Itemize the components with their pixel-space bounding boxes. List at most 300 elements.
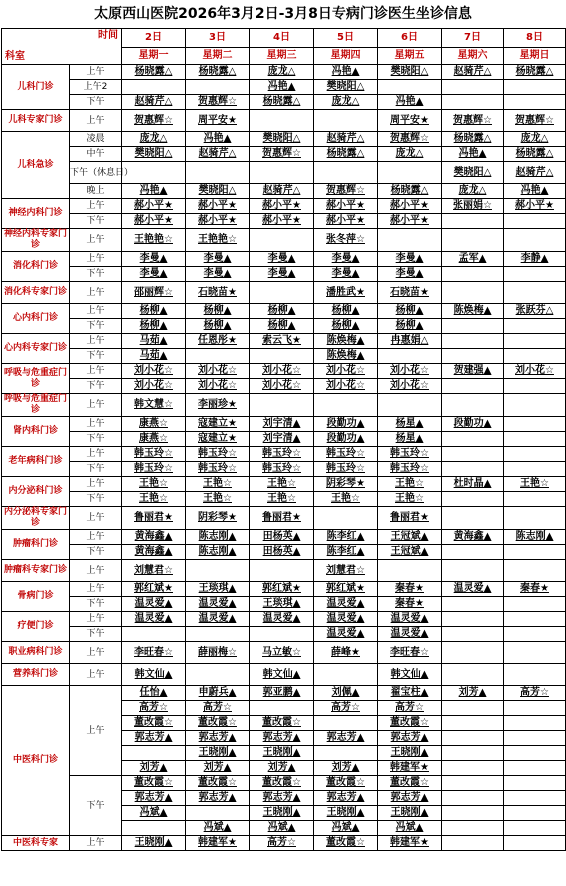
time-slot-cell: 上午	[70, 304, 122, 319]
schedule-row	[2, 199, 566, 214]
schedule-row	[2, 462, 566, 477]
time-slot-cell: 下午	[70, 776, 122, 836]
doctor-cell: 刘芳▲	[250, 761, 314, 776]
doctor-cell: 田杨英▲	[250, 545, 314, 560]
doctor-cell: 贺惠辉☆	[442, 110, 504, 132]
doctor-cell	[442, 334, 504, 349]
schedule-row	[2, 282, 566, 304]
schedule-row	[2, 686, 566, 701]
doctor-cell	[186, 162, 250, 184]
schedule-row	[2, 184, 566, 199]
department-cell: 中医科专家	[2, 836, 70, 851]
doctor-cell: 冯艳▲	[442, 147, 504, 162]
doctor-cell: 杨星▲	[378, 432, 442, 447]
doctor-cell	[504, 319, 566, 334]
doctor-cell: 温灵爱▲	[122, 612, 186, 627]
doctor-cell: 刘小花☆	[378, 379, 442, 394]
time-slot-cell: 下午	[70, 267, 122, 282]
time-slot-cell: 上午	[70, 252, 122, 267]
corner-time-label: 时间	[98, 30, 118, 41]
doctor-cell: 韩建军★	[378, 836, 442, 851]
date-header: 3日	[186, 29, 250, 48]
doctor-cell	[442, 229, 504, 252]
department-cell: 肾内科门诊	[2, 417, 70, 447]
doctor-cell: 董改霞☆	[122, 716, 186, 731]
doctor-cell: 董改霞☆	[314, 836, 378, 851]
department-cell: 肿瘤科门诊	[2, 530, 70, 560]
doctor-cell	[378, 394, 442, 417]
doctor-cell	[378, 560, 442, 582]
schedule-row	[2, 252, 566, 267]
doctor-cell	[504, 267, 566, 282]
department-cell: 心内科门诊	[2, 304, 70, 334]
doctor-cell: 王艳☆	[186, 477, 250, 492]
department-cell: 消化科门诊	[2, 252, 70, 282]
doctor-cell: 韩文仙▲	[122, 664, 186, 686]
doctor-cell: 韩玉玲☆	[378, 447, 442, 462]
doctor-cell: 陈李红▲	[314, 530, 378, 545]
doctor-cell	[442, 642, 504, 664]
doctor-cell	[250, 627, 314, 642]
time-slot-cell: 晚上	[70, 184, 122, 199]
doctor-cell: 李丽珍★	[186, 394, 250, 417]
doctor-cell: 冯艳▲	[378, 95, 442, 110]
doctor-cell: 樊晓阳△	[122, 147, 186, 162]
schedule-row	[2, 432, 566, 447]
doctor-cell: 阴彩琴★	[186, 507, 250, 530]
weekday-header: 星期日	[504, 48, 566, 65]
doctor-cell	[122, 627, 186, 642]
doctor-cell: 董改霞☆	[378, 716, 442, 731]
schedule-row	[2, 642, 566, 664]
doctor-cell: 贺惠辉☆	[314, 184, 378, 199]
doctor-cell	[504, 95, 566, 110]
schedule-row	[2, 417, 566, 432]
department-cell: 消化科专家门诊	[2, 282, 70, 304]
doctor-cell	[186, 627, 250, 642]
doctor-cell: 韩玉玲☆	[250, 447, 314, 462]
doctor-cell: 王晓刚▲	[250, 746, 314, 761]
doctor-cell: 薛丽梅☆	[186, 642, 250, 664]
doctor-cell: 贺惠辉☆	[186, 95, 250, 110]
schedule-row	[2, 214, 566, 229]
doctor-cell: 冯艳▲	[186, 132, 250, 147]
time-slot-cell: 上午	[70, 447, 122, 462]
doctor-cell: 高芳☆	[314, 701, 378, 716]
doctor-cell: 高芳☆	[186, 701, 250, 716]
doctor-cell: 杨柳▲	[314, 319, 378, 334]
doctor-cell	[442, 746, 504, 761]
department-cell: 内分泌科门诊	[2, 477, 70, 507]
doctor-cell: 冯斌▲	[122, 806, 186, 821]
time-slot-cell: 上午	[70, 417, 122, 432]
doctor-cell	[314, 394, 378, 417]
doctor-cell	[504, 379, 566, 394]
weekday-header: 星期四	[314, 48, 378, 65]
doctor-cell: 翟宝柱▲	[378, 686, 442, 701]
doctor-cell: 马茹▲	[122, 334, 186, 349]
doctor-cell: 杜时晶▲	[442, 477, 504, 492]
doctor-cell: 康燕☆	[122, 417, 186, 432]
doctor-cell: 韩玉玲☆	[122, 447, 186, 462]
doctor-cell: 樊晓阳△	[442, 162, 504, 184]
doctor-cell: 杨柳▲	[378, 304, 442, 319]
doctor-cell	[442, 80, 504, 95]
doctor-cell: 刘佩▲	[314, 686, 378, 701]
weekday-header: 星期二	[186, 48, 250, 65]
department-cell: 中医科门诊	[2, 686, 70, 836]
doctor-cell: 赵骑芹△	[504, 162, 566, 184]
doctor-cell: 段勤功▲	[314, 432, 378, 447]
doctor-cell: 韩玉玲☆	[378, 462, 442, 477]
doctor-cell	[504, 492, 566, 507]
doctor-cell: 刘小花☆	[122, 379, 186, 394]
doctor-cell	[186, 560, 250, 582]
doctor-cell: 董改霞☆	[378, 776, 442, 791]
doctor-cell	[442, 597, 504, 612]
doctor-cell: 王晓刚▲	[378, 806, 442, 821]
doctor-cell	[250, 560, 314, 582]
doctor-cell	[442, 214, 504, 229]
doctor-cell	[504, 731, 566, 746]
doctor-cell: 樊晓阳△	[314, 80, 378, 95]
doctor-cell: 庞龙△	[378, 147, 442, 162]
doctor-cell	[314, 162, 378, 184]
doctor-cell: 鲁丽君★	[250, 507, 314, 530]
doctor-cell: 贺惠辉☆	[378, 132, 442, 147]
doctor-cell: 李曼▲	[122, 267, 186, 282]
time-slot-cell: 中午	[70, 147, 122, 162]
doctor-cell: 郭志芳▲	[250, 731, 314, 746]
department-cell: 职业病科门诊	[2, 642, 70, 664]
time-slot-cell: 下午	[70, 462, 122, 477]
time-slot-cell: 上午2	[70, 80, 122, 95]
doctor-cell: 赵骑芹△	[186, 147, 250, 162]
schedule-row	[2, 394, 566, 417]
doctor-cell: 李曼▲	[186, 252, 250, 267]
doctor-cell: 高芳☆	[122, 701, 186, 716]
doctor-cell: 王艳☆	[186, 492, 250, 507]
doctor-cell	[442, 612, 504, 627]
schedule-row	[2, 836, 566, 851]
doctor-cell: 郭志芳▲	[186, 731, 250, 746]
schedule-row	[2, 597, 566, 612]
doctor-cell: 周平安★	[378, 110, 442, 132]
doctor-cell: 郝小平★	[186, 199, 250, 214]
doctor-cell: 申蔚兵▲	[186, 686, 250, 701]
doctor-cell: 杨柳▲	[186, 319, 250, 334]
doctor-cell: 赵骑芹△	[122, 95, 186, 110]
schedule-row	[2, 530, 566, 545]
doctor-cell: 贺惠辉☆	[504, 110, 566, 132]
department-cell: 营养科门诊	[2, 664, 70, 686]
time-slot-cell: 下午	[70, 379, 122, 394]
doctor-cell: 刘小花☆	[250, 364, 314, 379]
department-cell: 神经内科门诊	[2, 199, 70, 229]
doctor-cell: 王琰琪▲	[250, 597, 314, 612]
doctor-cell: 王艳☆	[314, 492, 378, 507]
doctor-cell	[442, 379, 504, 394]
doctor-cell: 秦春★	[378, 582, 442, 597]
doctor-cell	[442, 267, 504, 282]
doctor-cell: 韩玉玲☆	[186, 447, 250, 462]
doctor-cell	[186, 349, 250, 364]
doctor-cell: 李曼▲	[250, 267, 314, 282]
doctor-cell: 任恩彤★	[186, 334, 250, 349]
weekday-header: 星期五	[378, 48, 442, 65]
weekday-header: 星期一	[122, 48, 186, 65]
department-cell: 骨病门诊	[2, 582, 70, 612]
doctor-cell	[442, 731, 504, 746]
doctor-cell	[504, 806, 566, 821]
doctor-cell: 刘芳▲	[186, 761, 250, 776]
schedule-row	[2, 162, 566, 184]
schedule-row	[2, 776, 566, 791]
doctor-cell	[442, 95, 504, 110]
doctor-cell: 马茹▲	[122, 349, 186, 364]
doctor-cell: 刘宇清▲	[250, 432, 314, 447]
doctor-cell	[504, 334, 566, 349]
doctor-cell	[250, 110, 314, 132]
doctor-cell: 王艳艳☆	[186, 229, 250, 252]
doctor-cell: 杨晓露△	[186, 65, 250, 80]
schedule-row	[2, 612, 566, 627]
schedule-row	[2, 627, 566, 642]
weekday-header: 星期六	[442, 48, 504, 65]
doctor-cell: 赵骑芹△	[250, 184, 314, 199]
doctor-cell	[504, 746, 566, 761]
doctor-cell	[378, 162, 442, 184]
doctor-cell: 鲁丽君★	[122, 507, 186, 530]
doctor-cell: 王艳☆	[122, 477, 186, 492]
doctor-cell: 郭志芳▲	[378, 791, 442, 806]
schedule-row	[2, 507, 566, 530]
doctor-cell: 温灵爱▲	[378, 627, 442, 642]
date-header: 5日	[314, 29, 378, 48]
schedule-row	[2, 664, 566, 686]
doctor-cell	[378, 229, 442, 252]
doctor-cell: 王艳☆	[378, 492, 442, 507]
page-title: 太原西山医院2026年3月2日-3月8日专病门诊医生坐诊信息	[94, 6, 472, 22]
schedule-row	[2, 492, 566, 507]
doctor-cell: 陈志刚▲	[186, 545, 250, 560]
header-dates-row	[2, 29, 566, 48]
doctor-cell	[442, 447, 504, 462]
doctor-cell: 郭志芳▲	[122, 731, 186, 746]
doctor-cell: 杨晓露△	[314, 147, 378, 162]
doctor-cell	[250, 229, 314, 252]
doctor-cell	[378, 80, 442, 95]
doctor-cell	[442, 560, 504, 582]
doctor-cell: 秦春★	[504, 582, 566, 597]
doctor-cell: 冯艳▲	[314, 65, 378, 80]
doctor-cell: 段勤功▲	[442, 417, 504, 432]
doctor-cell	[442, 664, 504, 686]
time-slot-cell: 上午	[70, 477, 122, 492]
doctor-cell	[250, 701, 314, 716]
doctor-cell: 刘小花☆	[314, 364, 378, 379]
doctor-cell	[442, 349, 504, 364]
department-cell: 心内科专家门诊	[2, 334, 70, 364]
doctor-cell: 韩玉玲☆	[186, 462, 250, 477]
doctor-cell: 杨柳▲	[250, 319, 314, 334]
schedule-row	[2, 545, 566, 560]
doctor-cell	[122, 80, 186, 95]
doctor-cell	[442, 806, 504, 821]
doctor-cell: 王艳☆	[504, 477, 566, 492]
date-header: 6日	[378, 29, 442, 48]
doctor-cell: 温灵爱▲	[186, 612, 250, 627]
time-slot-cell: 下午	[70, 349, 122, 364]
doctor-cell: 杨晓露△	[504, 147, 566, 162]
doctor-cell: 杨柳▲	[250, 304, 314, 319]
time-slot-cell: 上午	[70, 686, 122, 776]
weekday-header: 星期三	[250, 48, 314, 65]
doctor-cell: 韩玉玲☆	[122, 462, 186, 477]
doctor-cell: 高芳☆	[250, 836, 314, 851]
time-slot-cell: 下午	[70, 545, 122, 560]
doctor-cell: 鲁丽君★	[378, 507, 442, 530]
time-slot-cell: 上午	[70, 560, 122, 582]
doctor-cell: 王艳☆	[250, 477, 314, 492]
schedule-row	[2, 229, 566, 252]
doctor-cell	[314, 507, 378, 530]
schedule-row	[2, 304, 566, 319]
corner-dept-label: 科室	[5, 51, 25, 62]
doctor-cell: 王晓刚▲	[378, 746, 442, 761]
doctor-cell: 韩建军★	[186, 836, 250, 851]
doctor-cell	[442, 492, 504, 507]
doctor-cell: 郝小平★	[250, 214, 314, 229]
doctor-cell	[186, 664, 250, 686]
doctor-cell	[314, 716, 378, 731]
schedule-row	[2, 582, 566, 597]
doctor-cell: 郝小平★	[378, 199, 442, 214]
time-slot-cell: 下午	[70, 492, 122, 507]
doctor-cell: 郝小平★	[378, 214, 442, 229]
doctor-cell: 孟军▲	[442, 252, 504, 267]
doctor-cell	[504, 394, 566, 417]
doctor-cell: 杨柳▲	[378, 319, 442, 334]
doctor-cell: 韩文仙▲	[378, 664, 442, 686]
doctor-cell: 陈志刚▲	[186, 530, 250, 545]
doctor-cell: 王晓刚▲	[186, 746, 250, 761]
doctor-cell	[442, 836, 504, 851]
schedule-row	[2, 95, 566, 110]
time-slot-cell: 上午	[70, 394, 122, 417]
doctor-cell: 冯艳▲	[504, 184, 566, 199]
doctor-cell	[504, 761, 566, 776]
department-cell: 儿科门诊	[2, 65, 70, 110]
doctor-cell: 郭志芳▲	[314, 731, 378, 746]
doctor-cell: 杨柳▲	[122, 319, 186, 334]
time-slot-cell: 上午	[70, 612, 122, 627]
department-cell: 肿瘤科专家门诊	[2, 560, 70, 582]
doctor-cell	[504, 791, 566, 806]
doctor-cell: 杨晓露△	[378, 184, 442, 199]
doctor-cell: 郭红斌★	[250, 582, 314, 597]
time-slot-cell: 下午（休息日）	[70, 162, 122, 184]
doctor-cell: 韩玉玲☆	[314, 447, 378, 462]
schedule-row	[2, 319, 566, 334]
doctor-cell: 冉惠娟△	[378, 334, 442, 349]
doctor-cell: 王冠斌▲	[378, 530, 442, 545]
doctor-cell: 阴彩琴★	[314, 477, 378, 492]
doctor-cell: 石晓苗★	[186, 282, 250, 304]
doctor-cell	[442, 821, 504, 836]
doctor-cell	[442, 776, 504, 791]
doctor-cell: 刘小花☆	[186, 379, 250, 394]
doctor-cell: 韩文仙▲	[250, 664, 314, 686]
doctor-cell: 刘小花☆	[186, 364, 250, 379]
doctor-cell: 潘胜武★	[314, 282, 378, 304]
doctor-cell: 杨晓露△	[504, 65, 566, 80]
doctor-cell	[504, 462, 566, 477]
doctor-cell	[442, 545, 504, 560]
doctor-cell	[504, 545, 566, 560]
doctor-cell: 刘慧君☆	[314, 560, 378, 582]
doctor-cell: 田杨英▲	[250, 530, 314, 545]
doctor-cell: 王晓刚▲	[122, 836, 186, 851]
doctor-cell: 刘芳▲	[314, 761, 378, 776]
doctor-cell	[250, 162, 314, 184]
doctor-cell	[442, 701, 504, 716]
doctor-cell: 李旺春☆	[378, 642, 442, 664]
doctor-cell: 郭亚鹏▲	[250, 686, 314, 701]
doctor-cell	[504, 349, 566, 364]
doctor-cell	[314, 110, 378, 132]
doctor-cell	[504, 821, 566, 836]
doctor-cell: 寇建立★	[186, 432, 250, 447]
doctor-cell: 冯艳▲	[250, 80, 314, 95]
doctor-cell	[378, 349, 442, 364]
doctor-cell: 王艳☆	[122, 492, 186, 507]
doctor-cell: 王冠斌▲	[378, 545, 442, 560]
doctor-cell: 赵骑芹△	[314, 132, 378, 147]
doctor-cell: 郭红斌★	[122, 582, 186, 597]
doctor-cell: 郭红斌★	[314, 582, 378, 597]
doctor-cell: 赵骑芹△	[442, 65, 504, 80]
doctor-cell	[442, 761, 504, 776]
doctor-cell: 刘芳▲	[442, 686, 504, 701]
doctor-cell	[504, 836, 566, 851]
doctor-cell: 温灵爱▲	[314, 612, 378, 627]
doctor-cell	[504, 282, 566, 304]
doctor-cell: 张冬萍☆	[314, 229, 378, 252]
time-slot-cell: 上午	[70, 65, 122, 80]
doctor-cell	[250, 394, 314, 417]
schedule-row	[2, 379, 566, 394]
doctor-cell: 冯斌▲	[378, 821, 442, 836]
schedule-row	[2, 110, 566, 132]
date-header: 7日	[442, 29, 504, 48]
doctor-cell: 杨柳▲	[122, 304, 186, 319]
time-slot-cell: 下午	[70, 95, 122, 110]
doctor-cell: 郭志芳▲	[186, 791, 250, 806]
time-slot-cell: 上午	[70, 836, 122, 851]
doctor-cell	[504, 597, 566, 612]
schedule-row	[2, 334, 566, 349]
doctor-cell: 刘芳▲	[122, 761, 186, 776]
time-slot-cell: 下午	[70, 627, 122, 642]
time-slot-cell: 下午	[70, 319, 122, 334]
department-cell: 儿科急诊	[2, 132, 70, 199]
time-slot-cell: 上午	[70, 364, 122, 379]
doctor-cell	[504, 80, 566, 95]
doctor-cell: 索云飞★	[250, 334, 314, 349]
schedule-row	[2, 349, 566, 364]
doctor-cell: 李曼▲	[186, 267, 250, 282]
